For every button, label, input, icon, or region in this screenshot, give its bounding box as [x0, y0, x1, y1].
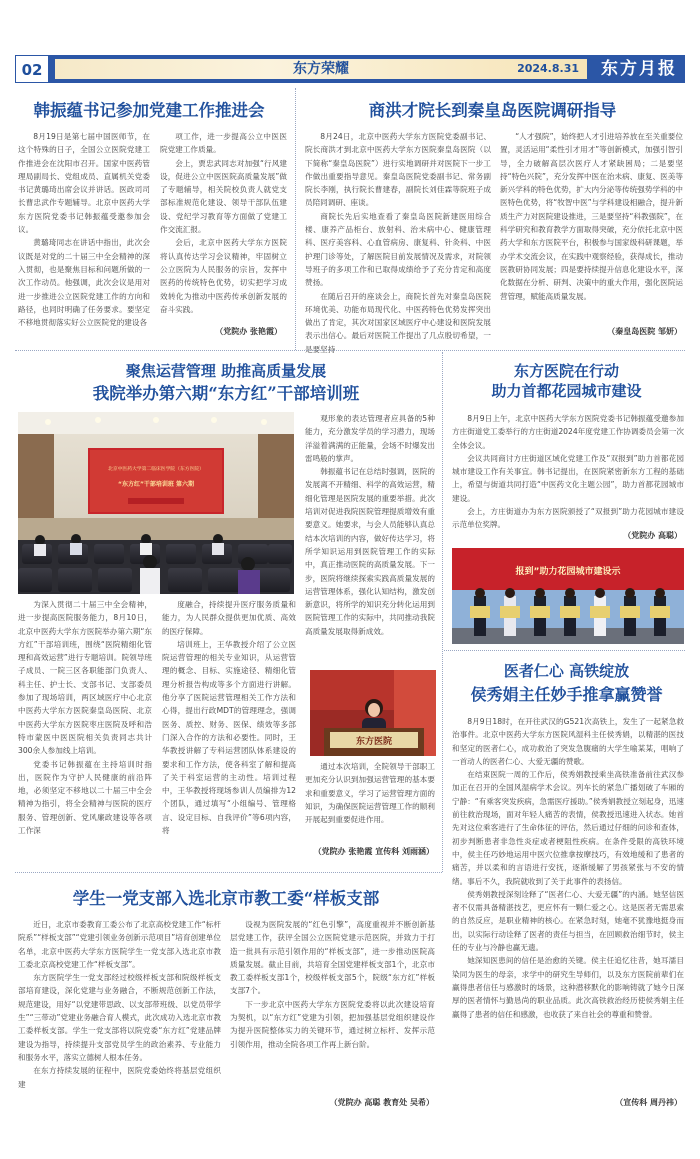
column-divider — [295, 88, 296, 350]
speaker-illustration — [310, 670, 436, 756]
paragraph: 韩振蕴书记在总结时强调，医院的发展离不开精细、科学的高效运营，精细化管理是医院发展的重要举措。此次培训对促进我院医院管理提质增效有重要意义。她要求，与会人员能够认真总结本次培训的内容，做好传达学习，将所学知识运用到医院管理工作的实际中，真正推动医院的高质量发展。下一步，医院将继续探索实践高质量发展的运营管理体系，强化认知结构，激发创新意识，将所学的知识充分转化运用到医院管理工作的实际中，共同推动我院高质量发展取得新成效。 — [305, 467, 435, 636]
award-ceremony-photo — [452, 548, 684, 644]
paragraph: 会上，方庄街道办为东方医院颁授了“双报到”助力花园城市建设示范单位奖牌。 — [452, 507, 684, 530]
section-divider — [444, 650, 685, 651]
article2-title: 商洪才院长到秦皇岛医院调研指导 — [368, 101, 617, 120]
paragraph: 8月9日上午，北京中医药大学东方医院党委书记韩振蕴受邀参加方庄街道党工委举行的方庄街道2024年度党建工作协调委员会第一次全体会议。 — [452, 414, 684, 450]
article6-col1 — [18, 918, 221, 1114]
section-divider — [15, 350, 685, 351]
paragraph: 党委书记韩振蕴在主持培训时指出，医院作为守护人民健康的前沿阵地，必须坚定不移地以二十届三中全会精神为指引，将全会精神与医院的医疗服务、管理创新、党风廉政建设等各项工作深 — [18, 759, 152, 836]
training-hall-illustration — [18, 412, 294, 594]
paragraph: 为深入贯彻二十届三中全会精神，进一步提高医院服务能力，8月10日，北京中医药大学东方医院举办第六期“东方红”干部培训班，围绕“医院精细化管理和高效运营”进行专题培训。院领导班子成员、一院三区各职能部门负责人、科主任、护士长、支部书记、支部委员参加了现场培训，两区域医疗中心北京中医药大学东方医院秦皇岛医院、北京中医药大学东方医院枣庄医院及呼和浩特市蒙医中医医院相关负责同志共计300余人参加线上培训。 — [18, 600, 152, 756]
paragraph: 通过本次培训，全院领导干部职工更加充分认识到加强运营管理的基本要求和重要意义，学习了运营管理方面的知识，为确保医院运营管理工作的顺利开展起到重要促进作用。 — [305, 762, 435, 825]
article6-col2 — [230, 918, 435, 1098]
banner-text-1: 北京中医药大学第二临床医学院（东方医院） — [108, 467, 204, 472]
paragraph: 在随后召开的座谈会上，商院长首先对秦皇岛医院环境优美、功能布局现代化、中医药特色优势发挥突出做出了肯定，其次对国家区域医疗中心建设和医院发展表示出信心。最后对医院工作提出了几点殷切希望，一是要坚持 — [305, 291, 491, 354]
paragraph: 设视为医院发展的“红色引擎”，高度重视并不断创新基层党建工作，获评全国公立医院党建示范医院，并致力于打造一批具有示范引领作用的“样板支部”，进一步推动医院高质量发展。截止目前，共培育全国党建样板支部1个，北京市教工委样板支部1个，校级样板支部5个，院级“东方红”样板支部7个。 — [230, 920, 435, 996]
paragraph: 会后，北京中医药大学东方医院将认真传达学习会议精神，牢固树立公立医院为人民服务的宗旨，发挥中医药的传统特色优势，切实把学习成效转化为推动中医药传承创新发展的奋斗实践。 — [160, 238, 287, 314]
article4-body — [452, 412, 684, 536]
article4-title-2: 助力首都花园城市建设 — [491, 382, 642, 400]
paragraph: “人才强院”，始终把人才引进培养放在至关重要位置，灵活运用“柔性引才用才”等创新模式，加强引智引导，全力破解高层次医疗人才紧缺困局；二是要坚持“特色兴院”，充分发挥中医在治未病、康复、医美等新兴学科的特色优势，扩大内分泌等传统强势学科的中医特色优势，将“牧智中医”与学科建设相融合，提升新质生产力对医院建设推进，三是要坚持“科教强院”，在科学研究和教育教学方面取得突破，充分依托北京中医药大学和东方医院平台，积极参与国家级科研课题，举办学术交流会议，在实践中观察经验，获得成长，推动医教研协同发展；四是要持续提升信息化建设水平，深化数据在分析、研判、决策中的重大作用，强化医院运营管理，赋能高质量发展。 — [500, 132, 683, 301]
article5-title-2: 侯秀娟主任妙手推拿赢赞誉 — [470, 685, 663, 704]
article3-title-1: 聚焦运营管理 助推高质量发展 — [125, 362, 327, 380]
award-ceremony-illustration — [452, 548, 684, 644]
paragraph: 8月19日是第七届中国医师节，在这个特殊的日子，全国公立医院党建工作推进会在沈阳市召开。国家中医药管理局副局长、党组成员、直属机关党委书记黄璐琦出席会议并讲话。医政司司长曹忠武作专题辅导。北京中医药大学东方医院党委书记韩振蕴受邀参加会议。 — [18, 132, 150, 235]
paragraph: 8月24日，北京中医药大学东方医院党委副书记、院长商洪才到北京中医药大学东方医院秦皇岛医院（以下简称“秦皇岛医院”）进行实地调研并对医院下一步工作做出重要指导意见。秦皇岛医院党委副书记、常务副院长李刚，执行院长曹建春，副院长刘佳霖等院班子成员陪同调研、座谈。 — [305, 132, 491, 208]
page-number: 02 — [15, 55, 49, 83]
article3-right-col — [305, 412, 435, 662]
paragraph: 观形象的表达管理者应具备的5种能力，充分激发学员的学习潜力，现场洋溢着满满的正能量，会场不时爆发出雷鸣般的掌声。 — [305, 414, 435, 463]
award-banner-text: 报到”助力花园城市建设示 — [515, 567, 621, 577]
article6-signature: （党院办 高聪 教育处 吴希） — [329, 1098, 434, 1107]
article5-signature: （宣传科 周丹祎） — [615, 1098, 682, 1107]
paragraph: 她深知医患间的信任是治愈的关键。侯主任追忆往昔，她耳濡目染同为医生的母亲，求学中的研究生导师们，以及东方医院前辈们在赢得患者信任与感激时的场景，这种潜移默化的影响铸就了她今日深厚的医者情怀与勤恳尚的职业品质。此次高铁救治经历使侯秀娟主任赢得了患者的信任和感激，也收获了来自社会的尊重和赞誉。 — [452, 956, 684, 1019]
article4-title-1: 东方医院在行动 — [513, 362, 619, 380]
banner-text-2: “东方红”干部培训班 第六期 — [118, 481, 194, 488]
column-divider — [442, 352, 443, 872]
article1-col2 — [160, 130, 287, 320]
paragraph: 在结束医院一周的工作后，侯秀娟教授乘坐高铁准备前往武汉参加正在召开的全国风湿病学术会议。列车长的紧急广播划破了车厢的宁静：“有乘客突发疾病，急需医疗援助。”侯秀娟教授立刻起身，迅速前往救治现场，面对年轻人痛苦的表情，侯教授迅速进入状态。她首先对这位乘客进行了生命体征的评估，然后通过仔细的问诊和查体，初步判断患者非急性炎症或者梗阻性疾病。在条件受限的高铁环境中，侯主任巧妙地运用中医穴位推拿按摩技巧，有效地缓和了患者的痛苦，并以柔和的言语进行安抚，逐渐缓解了男孩紧张与不安的情绪。事后不久，我院就收到了关于此事件的表扬信。 — [452, 770, 684, 886]
paragraph: 度融合，持续提升医疗服务质量和能力，为人民群众提供更加优质、高效的医疗保障。 — [162, 600, 296, 636]
article2-col2 — [500, 130, 683, 320]
paragraph: 黄璐琦同志在讲话中指出，此次会议既是对党的二十届三中全会精神的深入贯彻，也是聚焦目标和问题所做的一次工作动员。他强调，此次会议是用对进一步推进公立医院党建工作的方向和路径，也同时明确了任务要求。要坚定不移地贯彻落实好公立医院党的建设各 — [18, 238, 150, 328]
speaker-photo — [310, 670, 436, 756]
issue-date: 2024.8.31 — [517, 62, 579, 75]
paragraph: 项工作，进一步提高公立中医医院党建工作质量。 — [160, 132, 287, 155]
paragraph: 商院长先后实地查看了秦皇岛医院新建医用综合楼、康养产品柜台、放射科、治未病中心、健康管理科、医疗美容科、心血管病房、康复科、针灸科、中医护理门诊等处，了解医院目前发展情况及需求，对院领导班子的多项工作和已取得成绩给予了充分肯定和高度赞扬。 — [305, 211, 491, 288]
paragraph: 8月9日18时，在开往武汉的G521次高铁上，发生了一起紧急救治事件。北京中医药大学东方医院风湿科主任侯秀娟，以精湛的医技和坚定的医者仁心，成功救治了突发急腹痛的大学生喻某某，唱响了一首动人的医者仁心、大爱无疆的赞歌。 — [452, 717, 684, 766]
article4-signature: （党院办 高聪） — [623, 531, 682, 540]
page-header — [15, 55, 685, 83]
article3-mid-col — [162, 598, 296, 860]
paragraph: 培训班上，王华教授介绍了公立医院运营管理的相关专业知识，从运营管理的概念、目标、实施途径、精细化管理分析报告构成等多个方面进行讲解。他分享了医院运营管理相关工作方法和心得，提出行政MDT的管理理念，强调医务、质控、财务、医保、绩效等多部门深入合作的方法和必要性。同时，王华教授讲解了专科运营团队体系建设的要求和工作方法，使各科室了解和提高了关于科室运营的主动性。培训过程中，王华教授将现场参训人员编排为12个团队，通过填写“小组编号、管理格言、设定目标、自我评价”等6项内容，将 — [162, 639, 296, 836]
paragraph: 下一步北京中医药大学东方医院党委将以此次建设培育为契机，以“东方红”党建为引领，把加强基层党组织建设作为提升医院整体实力的关键环节，通过树立标杆、发挥示范引领作用，推动全院各项工作再上新台阶。 — [230, 999, 435, 1049]
section-band — [55, 59, 587, 79]
article5-body — [452, 715, 684, 1098]
section-divider — [15, 872, 442, 873]
article3-signature: （党院办 张艳霞 宣传科 刘雨涵） — [313, 847, 434, 856]
publication-name: 东方月报 — [601, 59, 677, 79]
lectern-text: 东方医院 — [355, 737, 393, 747]
article6-title: 学生一党支部入选北京市教工委“样板支部 — [72, 889, 380, 908]
article2-signature: （秦皇岛医院 邹妍） — [607, 327, 682, 336]
article3-right-col2 — [305, 760, 435, 840]
article3-title-2: 我院举办第六期“东方红”干部培训班 — [92, 384, 360, 403]
article2-col1 — [305, 130, 491, 354]
article3-left-col — [18, 598, 152, 860]
paragraph: 近日，北京市委教育工委公布了北京高校党建工作“标杆院系”“样板支部”“党建引领业务创新示范项目”培育创建单位名单，北京中医药大学东方医院学生一党支部入选北京市教工委北京高校党建工作“样板支部”。 — [18, 920, 221, 969]
paragraph: 侯秀娟教授深刻诠释了“医者仁心、大爱无疆”的内涵。她坚信医者不仅需具备精湛技艺，更应怀有一颗仁爱之心。这是医者无需思索的自然反应，是职业精神的核心。在紧急时刻，她毫不犹豫地挺身而出，以实际行动诠释了医者的责任与担当，在回顾救治细节时，侯主任的专业与冷静也赢无遗。 — [452, 889, 684, 953]
paragraph: 东方医院学生一党支部经过校级样板支部和院级样板支部培育建设，深化党建与业务融合，不断规范创新工作法，规范建设，用好“以党建带思政、以支部带班级、以党员带学生”“三带动”党建业务融合育人模式，此次成功入选北京市教工委样板支部。学生一党支部将以院党委“东方红”党建品牌建设为指导，持续提升支部党员学生的政治素养、专业能力和服务水平，落实立德树人根本任务。 — [18, 973, 221, 1062]
section-title: 东方荣耀 — [293, 61, 349, 77]
paragraph: 会议共同商讨方庄街道区域化党建工作及“双报到”助力首都花园城市建设工作有关事宜。韩书记提出，在医院紧密新东方工程的基础上，希望与街道共同打造“中医药文化主题公园”，助力首都花园城市建设。 — [452, 453, 684, 503]
training-hall-photo — [18, 412, 294, 594]
article1-title: 韩振蕴书记参加党建工作推进会 — [33, 101, 265, 120]
paragraph: 会上，贾忠武同志对加强“行风建设，促进公立中医医院高质量发展”做了专题辅导，相关院校负责人就党支部标准规范化建设、领导干部队伍建设、党纪学习教育等方面做了党建工作交流汇报。 — [160, 158, 287, 235]
paragraph: 在东方持续发展的征程中，医院党委始终将基层党组织建 — [18, 1066, 221, 1089]
article5-title-1: 医者仁心 高铁绽放 — [503, 662, 630, 680]
article1-signature: （党院办 张艳霞） — [215, 327, 282, 336]
